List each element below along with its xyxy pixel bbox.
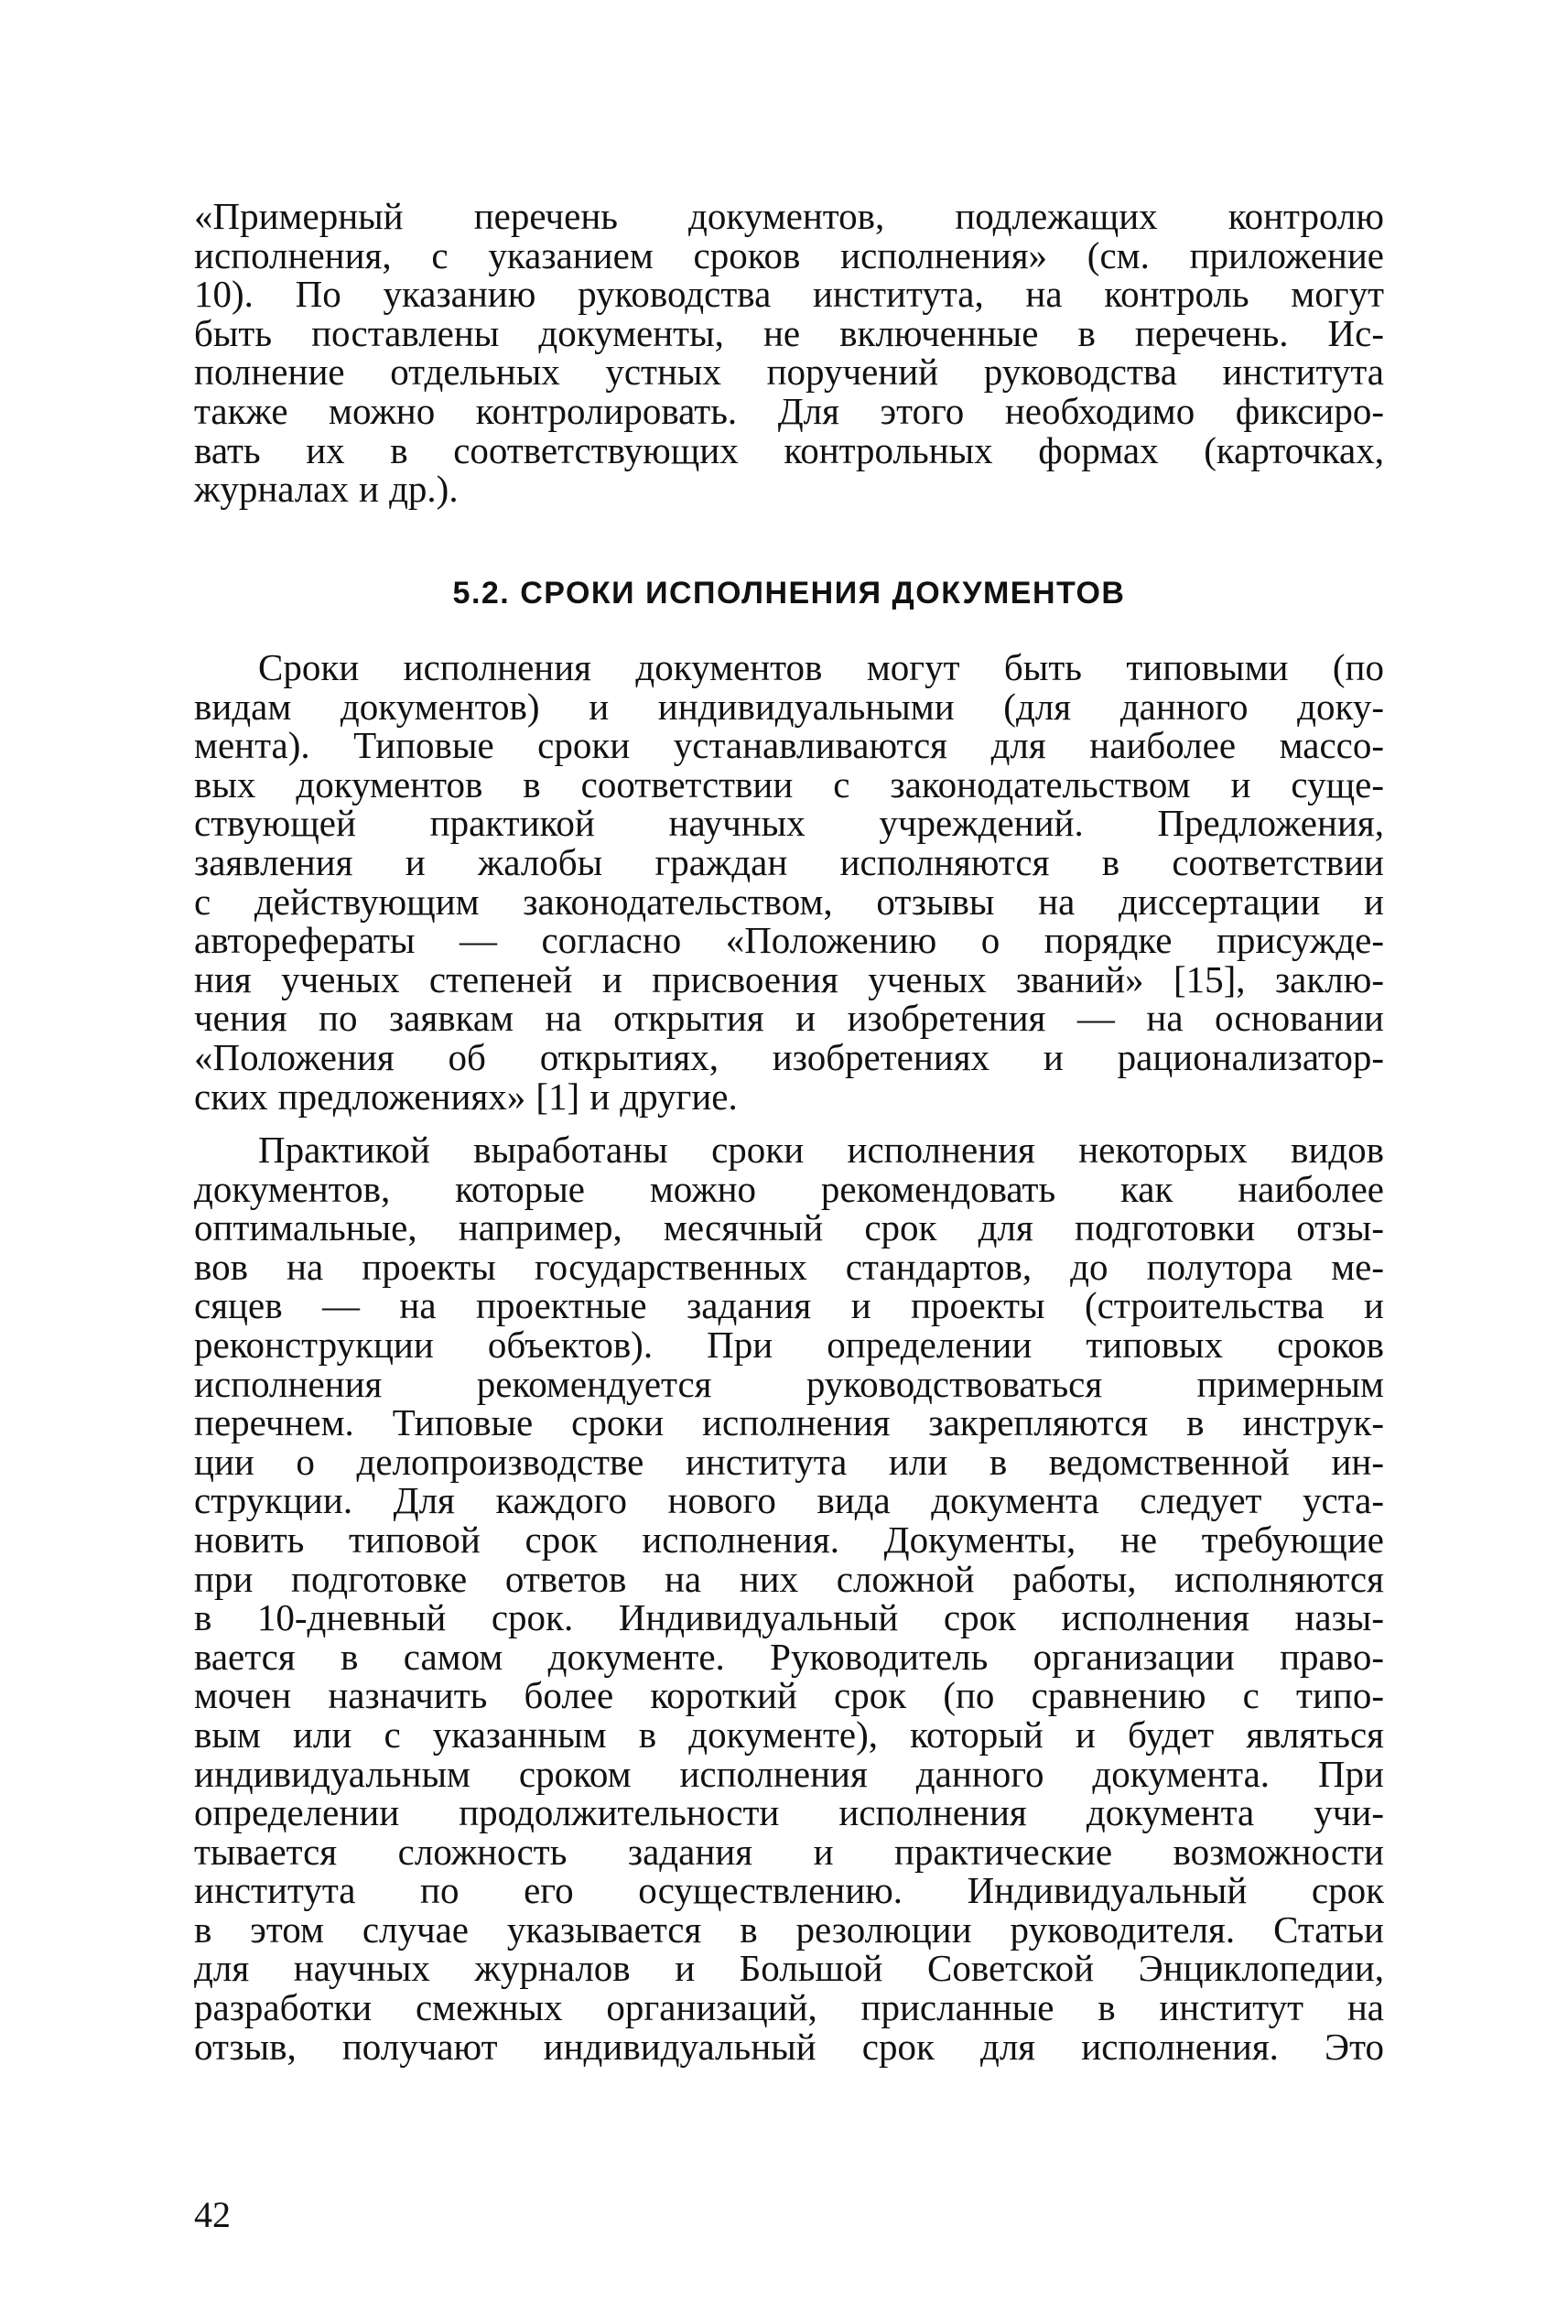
text-line: также можно контролировать. Для этого необходимо фиксиро- bbox=[194, 389, 1384, 432]
text-line: исполнения, с указанием сроков исполнения» (см. приложение bbox=[194, 233, 1384, 276]
paragraph-practice bbox=[194, 1130, 1384, 2066]
text-line: журналах и др.). bbox=[194, 468, 459, 511]
text-line: авторефераты — согласно «Положению о порядке присужде- bbox=[194, 919, 1384, 962]
text-line: ствующей практикой научных учреждений. Предложения, bbox=[194, 802, 1384, 845]
text-line: полнение отдельных устных поручений руководства института bbox=[194, 351, 1384, 394]
text-line: «Примерный перечень документов, подлежащих контролю bbox=[194, 195, 1384, 237]
text-line: для научных журналов и Большой Советской Энциклопедии, bbox=[194, 1947, 1384, 1990]
section-heading: 5.2. СРОКИ ИСПОЛНЕНИЯ ДОКУМЕНТОВ bbox=[452, 576, 1126, 611]
text-line: отзыв, получают индивидуальный срок для исполнения. Это bbox=[194, 2025, 1384, 2068]
text-line: реконструкции объектов). При определении типовых сроков bbox=[194, 1323, 1384, 1366]
text-line: в 10-дневный срок. Индивидуальный срок исполнения назы- bbox=[194, 1596, 1384, 1639]
text-line: заявления и жалобы граждан исполняются в соответствии bbox=[194, 840, 1384, 883]
text-line: мента). Типовые сроки устанавливаются для наиболее массо- bbox=[194, 724, 1384, 767]
text-line: исполнения рекомендуется руководствоваться примерным bbox=[194, 1362, 1384, 1405]
text-line: новить типовой срок исполнения. Документы, не требующие bbox=[194, 1518, 1384, 1561]
text-line: быть поставлены документы, не включенные в перечень. Ис- bbox=[194, 311, 1384, 354]
text-line: разработки смежных организаций, присланные в институт на bbox=[194, 1986, 1384, 2029]
paragraph-intro bbox=[194, 197, 1384, 509]
text-line: перечнем. Типовые сроки исполнения закрепляются в инструк- bbox=[194, 1401, 1384, 1444]
text-line: мочен назначить более короткий срок (по сравнению с типо- bbox=[194, 1674, 1384, 1717]
paragraph-deadline-types bbox=[194, 648, 1384, 1116]
text-line: тывается сложность задания и практические возможности bbox=[194, 1830, 1384, 1873]
text-line: в этом случае указывается в резолюции руководителя. Статьи bbox=[194, 1908, 1384, 1951]
text-line: вов на проекты государственных стандартов, до полутора ме- bbox=[194, 1245, 1384, 1288]
text-line: сяцев — на проектные задания и проекты (строительства и bbox=[194, 1284, 1384, 1327]
text-line: Практикой выработаны сроки исполнения некоторых видов bbox=[258, 1129, 1384, 1171]
text-line: института по его осуществлению. Индивидуальный срок bbox=[194, 1869, 1384, 1912]
text-line: с действующим законодательством, отзывы на диссертации и bbox=[194, 880, 1384, 923]
text-line: ния ученых степеней и присвоения ученых званий» [15], заклю- bbox=[194, 957, 1384, 1000]
text-line: «Положения об открытиях, изобретениях и рационализатор- bbox=[194, 1035, 1384, 1078]
text-line: чения по заявкам на открытия и изобретения — на основании bbox=[194, 997, 1384, 1040]
page-number: 42 bbox=[194, 2194, 231, 2235]
text-line: 10). По указанию руководства института, на контроль могут bbox=[194, 273, 1384, 316]
text-line: ции о делопроизводстве института или в ведомственной ин- bbox=[194, 1440, 1384, 1483]
text-line: оптимальные, например, месячный срок для подготовки отзы- bbox=[194, 1206, 1384, 1249]
text-line: ских предложениях» [1] и другие. bbox=[194, 1075, 738, 1118]
text-line: документов, которые можно рекомендовать как наиболее bbox=[194, 1167, 1384, 1210]
text-line: вается в самом документе. Руководитель организации право- bbox=[194, 1635, 1384, 1678]
text-line: видам документов) и индивидуальными (для данного доку- bbox=[194, 685, 1384, 728]
text-line: вых документов в соответствии с законодательством и суще- bbox=[194, 762, 1384, 805]
text-line: вым или с указанным в документе), который и будет являться bbox=[194, 1713, 1384, 1756]
text-line: при подготовке ответов на них сложной работы, исполняются bbox=[194, 1557, 1384, 1600]
text-line: вать их в соответствующих контрольных формах (карточках, bbox=[194, 428, 1384, 471]
text-line: индивидуальным сроком исполнения данного документа. При bbox=[194, 1752, 1384, 1795]
text-line: струкции. Для каждого нового вида документа следует уста- bbox=[194, 1479, 1384, 1522]
text-line: определении продолжительности исполнения документа учи- bbox=[194, 1791, 1384, 1834]
text-line: Сроки исполнения документов могут быть типовыми (по bbox=[258, 646, 1384, 688]
